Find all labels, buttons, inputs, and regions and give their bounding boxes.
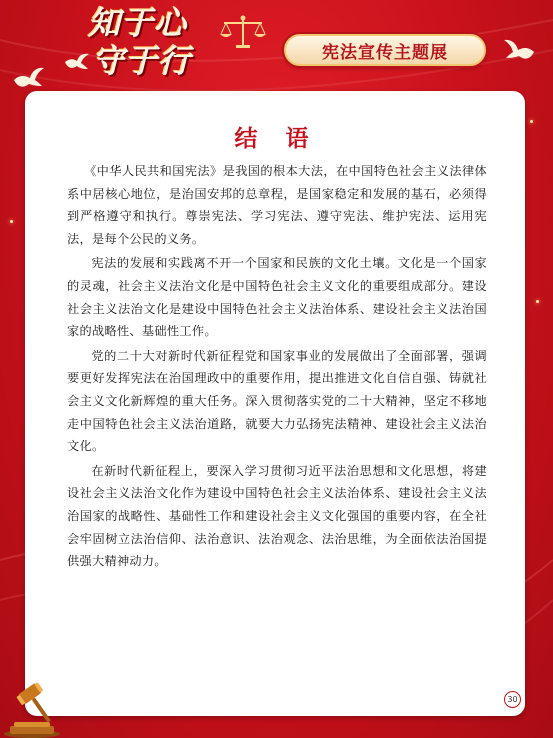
scale-of-justice-icon [218,14,268,50]
slogan-line-2: 守于行 [92,42,192,80]
body-text [67,160,487,575]
paragraph: 在新时代新征程上，要深入学习贯彻习近平法治思想和文化思想，将建设社会主义法治文化作为建设中国特色社会主义法治体系、建设社会主义法治国家的战略性、基础性工作和建设社会主义文化强国的重要内容，在全社会牢固树立法治信仰、法治意识、法治观念、法治思维，为全面依法治国提供强大精神动力。 [67,463,487,569]
sparkle-decoration [536,300,539,303]
page-number: 30 [504,691,521,708]
paragraph: 《中华人民共和国宪法》是我国的根本大法，在中国特色社会主义法律体系中居核心地位，是治国安邦的总章程，是国家稳定和发展的基石，必须得到严格遵守和执行。尊崇宪法、学习宪法、遵守宪法、维护宪法、运用宪法，是每个公民的义务。 [67,164,487,246]
sparkle-decoration [10,220,13,223]
content-title: 结 语 [234,126,319,152]
dove-icon [500,38,536,64]
paragraph: 党的二十大对新时代新征程党和国家事业的发展做出了全面部署，强调要更好发挥宪法在治国理政中的重要作用，提出推进文化自信自强、铸就社会主义文化新辉煌的重大任务。深入贯彻落实党的二十大精神，坚定不移地走中国特色社会主义法治道路，就要大力弘扬宪法精神、建设社会主义法治文化。 [67,348,487,454]
slogan-line-1: 知于心 [88,4,188,42]
dove-icon [12,66,46,92]
dove-icon [64,52,90,72]
theme-badge: 宪法宣传主题展 [284,34,486,66]
paragraph: 宪法的发展和实践离不开一个国家和民族的文化土壤。文化是一个国家的灵魂，社会主义法治文化是中国特色社会主义文化的重要组成部分。建设社会主义法治文化是建设中国特色社会主义法治体系、建设社会主义法治国家的战略性、基础性工作。 [67,256,487,339]
gavel-icon [2,682,72,738]
